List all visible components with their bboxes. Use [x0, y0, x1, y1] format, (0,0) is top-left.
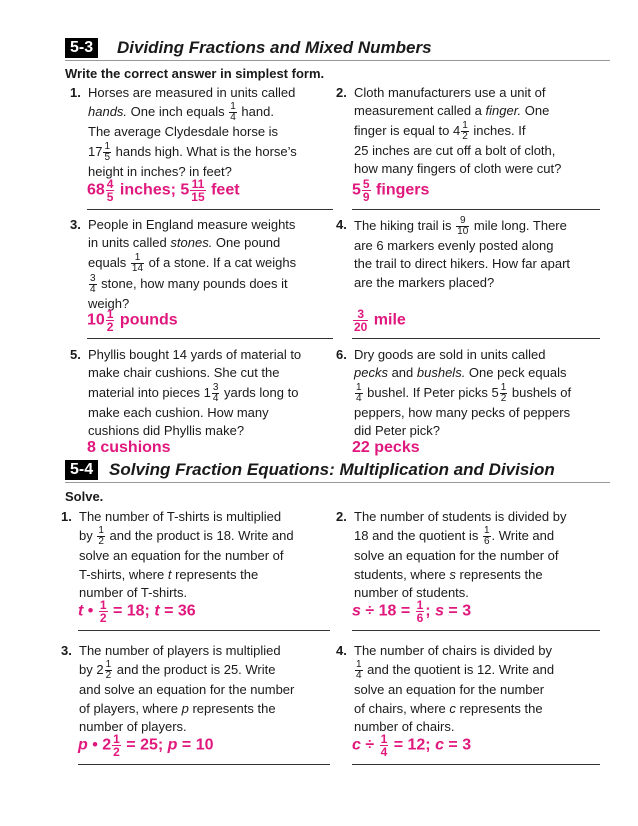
problem-text: The number of T-shirts is multiplied by $\frac{1}{2}$ and the product is 18. Write and solve an equation for the number of T-shirts, where t represents the number of T-shirts. [79, 509, 294, 601]
problem-number: 4. [336, 217, 347, 232]
fraction: $\frac{1}{5}$ [104, 140, 111, 163]
fraction: $\frac{1}{2}$ [105, 659, 112, 682]
answer-1: 68 $\frac{4}{5}$ inches; 5 $\frac{11}{15}$ feet [87, 177, 240, 204]
answer-2: s ÷ 18 = $\frac{1}{6}$ ; s = 3 [352, 598, 472, 625]
fraction: $\frac{1}{4}$ [356, 381, 362, 404]
problem-number: 2. [336, 85, 347, 100]
fraction: $\frac{1}{4}$ [230, 101, 236, 124]
problem-number: 1. [70, 85, 81, 100]
problem-6 [336, 346, 586, 438]
answer-5: 8 cushions [87, 439, 171, 456]
problem-4 [336, 642, 596, 734]
answer-line [352, 764, 600, 765]
fraction: $\frac{1}{2}$ [500, 381, 507, 404]
problem-text: The hiking trail is $\frac{9}{10}$ mile long. There are 6 markers evenly posted along the trail to direct hikers. How far apart are the markers placed? [354, 215, 571, 290]
section-header-5-4 [65, 460, 610, 483]
answer-4: c ÷ $\frac{1}{4}$ = 12; c = 3 [352, 732, 472, 759]
fraction: $\frac{1}{4}$ [356, 659, 362, 682]
problem-3 [61, 642, 331, 734]
fraction: $\frac{1}{6}$ [483, 525, 490, 548]
section-header-5-3 [65, 38, 610, 61]
answer-3: 10 $\frac{1}{2}$ pounds [87, 307, 178, 334]
problem-text: Cloth manufacturers use a unit of measurement called a finger. One finger is equal to 4 $\frac{1}{2}$ inches. If 25 inches are cut off a bolt of cloth, how many fingers of cloth were cut? [354, 85, 562, 177]
problem-text: Dry goods are sold in units called pecks and bushels. One peck equals $\frac{1}{4}$ bushel. If Peter picks 5 $\frac{1}{2}$ bushels of peppers, how many pecks of peppers did Peter pick? [354, 347, 572, 439]
problem-3 [70, 216, 332, 311]
problem-text: Horses are measured in units called hands. One inch equals $\frac{1}{4}$ hand. The average Clydesdale horse is 17 $\frac{1}{5}$ hands high. What is the horse’s height in inches? in feet? [88, 85, 297, 179]
problem-text: People in England measure weights in units called stones. One pound equals $\frac{1}{14}$ of a stone. If a cat weighs $\frac{3}{4}$ stone, how many pounds does it weigh? [88, 217, 297, 311]
problem-number: 4. [336, 643, 347, 658]
problem-1 [61, 508, 331, 600]
answer-line [78, 630, 330, 631]
answer-line [87, 209, 333, 210]
answer-3: p • 2 $\frac{1}{2}$ = 25; p = 10 [78, 732, 214, 759]
section-title: Solving Fraction Equations: Multiplication and Division [109, 460, 555, 479]
fraction: $\frac{1}{14}$ [131, 251, 144, 274]
answer-2: 5 $\frac{5}{9}$ fingers [352, 177, 430, 204]
instruction: Solve. [65, 489, 104, 504]
answer-1: t • $\frac{1}{2}$ = 18; t = 36 [78, 598, 196, 625]
problem-text: The number of students is divided by 18 and the quotient is $\frac{1}{6}$ . Write and solve an equation for the number of students, where s represents the number of students. [354, 509, 567, 601]
answer-line [352, 338, 600, 339]
instruction: Write the correct answer in simplest form. [65, 66, 325, 81]
problem-number: 6. [336, 347, 347, 362]
problem-5 [70, 346, 332, 438]
answer-line [87, 338, 333, 339]
problem-number: 1. [61, 509, 72, 524]
answer-6: 22 pecks [352, 439, 420, 456]
fraction: $\frac{1}{2}$ [98, 525, 104, 548]
section-badge: 5-4 [65, 460, 98, 480]
section-badge: 5-3 [65, 38, 98, 58]
answer-line [352, 630, 600, 631]
problem-number: 3. [61, 643, 72, 658]
fraction: $\frac{3}{4}$ [90, 272, 96, 295]
problem-1 [70, 84, 332, 184]
fraction: $\frac{1}{2}$ [462, 119, 468, 142]
problem-2 [336, 84, 586, 184]
problem-4 [336, 216, 586, 308]
fraction: $\frac{3}{4}$ [212, 381, 219, 404]
answer-4: $\frac{3}{20}$ mile [354, 307, 406, 334]
answer-line [352, 209, 600, 210]
problem-text: The number of chairs is divided by $\frac{1}{4}$ and the quotient is 12. Write and solve an equation for the number of chairs, where c represents the number of chairs. [354, 643, 555, 735]
answer-line [78, 764, 330, 765]
problem-text: The number of players is multiplied by 2 $\frac{1}{2}$ and the product is 25. Write and solve an equation for the number of players, where p represents the number of players. [79, 643, 295, 735]
section-title: Dividing Fractions and Mixed Numbers [117, 38, 432, 57]
problem-number: 3. [70, 217, 81, 232]
problem-number: 5. [70, 347, 81, 362]
problem-2 [336, 508, 596, 600]
problem-text: Phyllis bought 14 yards of material to make chair cushions. She cut the material into pieces 1 $\frac{3}{4}$ yards long to make each cushion. How many cushions did Phyllis make? [88, 347, 302, 439]
problem-number: 2. [336, 509, 347, 524]
fraction: $\frac{9}{10}$ [457, 215, 469, 237]
